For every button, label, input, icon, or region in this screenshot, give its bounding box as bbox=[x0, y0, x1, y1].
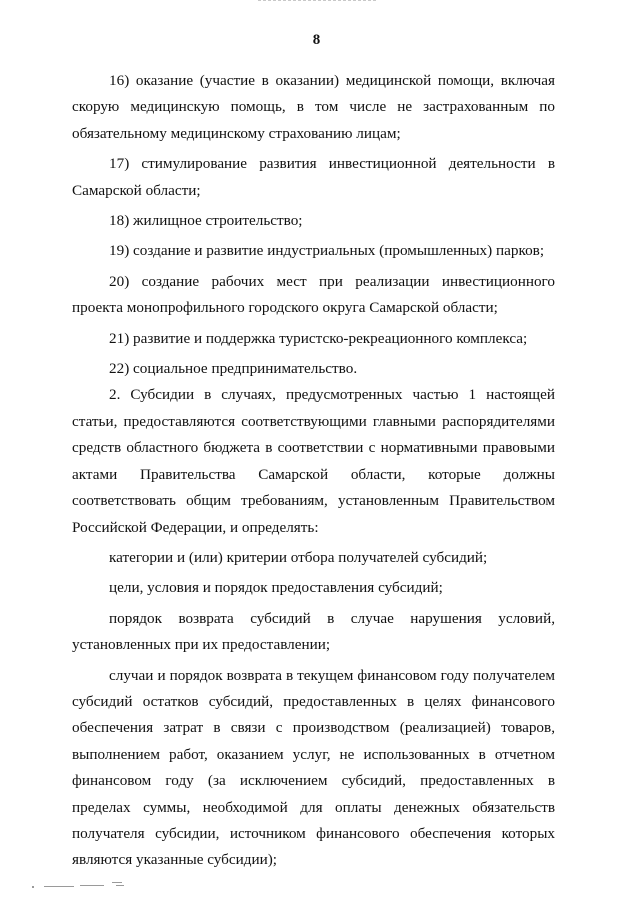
paragraph-21: 21) развитие и поддержка туристско-рекреационного комплекса; bbox=[109, 329, 528, 347]
paragraph-16: 16) оказание (участие в оказании) медицинской помощи, включая скорую медицинскую помощь, в том числе не застрахованным по обязательному медицинскому страхованию лицам; bbox=[72, 72, 555, 142]
paragraph-goals: цели, условия и порядок предоставления субсидий; bbox=[109, 579, 443, 597]
paragraph-20: 20) создание рабочих мест при реализации инвестиционного проекта монопрофильного городского округа Самарской области; bbox=[72, 272, 555, 317]
paragraph-categories: категории и (или) критерии отбора получателей субсидий; bbox=[109, 548, 488, 566]
scan-artifact-bottom bbox=[30, 880, 140, 890]
document-body bbox=[72, 68, 555, 874]
paragraph-return-remainders: случаи и порядок возврата в текущем финансовом году получателем субсидий остатков субсидий, предоставленных в целях финансового обеспечения затрат в связи с производством (реализацией) товаров, выполнением работ, оказанием услуг, не использованных в отчетном финансовом году (за исключением субсидий, предоставленных в пределах суммы, необходимой для оплаты денежных обязательств получателя субсидии, источником финансового обеспечения которых являются указанные субсидии); bbox=[72, 666, 555, 869]
scan-artifact-top bbox=[258, 0, 376, 4]
paragraph-part-2: 2. Субсидии в случаях, предусмотренных частью 1 настоящей статьи, предоставляются соответствующими главными распорядителями средств областного бюджета в соответствии с нормативными правовыми актами Правительства Самарской области, которые должны соответствовать общим требованиям, установленным Правительством Российской Федерации, и определять: bbox=[72, 386, 555, 536]
paragraph-17: 17) стимулирование развития инвестиционной деятельности в Самарской области; bbox=[72, 155, 555, 199]
paragraph-18: 18) жилищное строительство; bbox=[109, 212, 303, 230]
paragraph-return-procedure: порядок возврата субсидий в случае нарушения условий, установленных при их предоставлении; bbox=[72, 609, 555, 654]
paragraph-19: 19) создание и развитие индустриальных (промышленных) парков; bbox=[109, 242, 545, 260]
paragraph-22: 22) социальное предпринимательство. bbox=[109, 360, 358, 378]
page-number: 8 bbox=[312, 32, 321, 48]
